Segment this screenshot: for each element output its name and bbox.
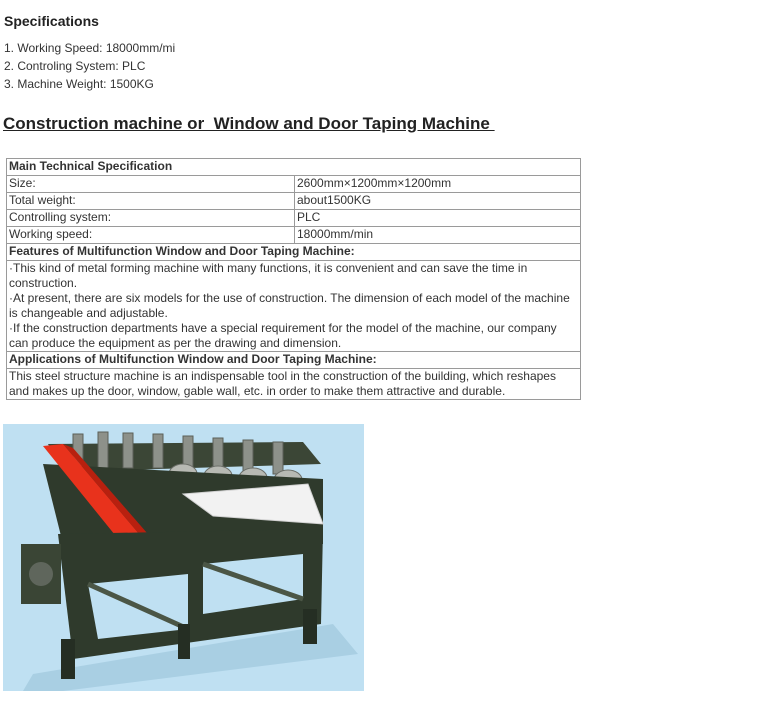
product-title: Construction machine or Window and Door Taping Machine bbox=[3, 114, 495, 133]
row-label-working-speed: Working speed: bbox=[7, 227, 295, 244]
feature-item: ·At present, there are six models for the use of construction. The dimension of each model of the machine is changeable and adjustable. bbox=[9, 291, 570, 320]
machine-photo bbox=[3, 424, 364, 691]
specifications-heading: Specifications bbox=[4, 13, 99, 29]
row-value-size: 2600mm×1200mm×1200mm bbox=[295, 176, 581, 193]
applications-heading: Applications of Multifunction Window and Door Taping Machine: bbox=[7, 352, 581, 369]
feature-item: ·This kind of metal forming machine with many functions, it is convenient and can save the time in construction. bbox=[9, 261, 528, 290]
table-row bbox=[7, 176, 581, 193]
technical-specification-table bbox=[6, 158, 581, 400]
table-row bbox=[7, 210, 581, 227]
row-label-controlling-system: Controlling system: bbox=[7, 210, 295, 227]
row-label-total-weight: Total weight: bbox=[7, 193, 295, 210]
features-content bbox=[7, 261, 581, 352]
features-heading: Features of Multifunction Window and Door Taping Machine: bbox=[7, 244, 581, 261]
specifications-list bbox=[4, 39, 175, 93]
spec-item-control-system: 2. Controling System: PLC bbox=[4, 59, 146, 73]
row-label-size: Size: bbox=[7, 176, 295, 193]
main-spec-heading: Main Technical Specification bbox=[7, 159, 581, 176]
row-value-controlling-system: PLC bbox=[295, 210, 581, 227]
row-value-total-weight: about1500KG bbox=[295, 193, 581, 210]
table-row bbox=[7, 193, 581, 210]
spec-item-working-speed: 1. Working Speed: 18000mm/mi bbox=[4, 41, 176, 55]
table-row bbox=[7, 227, 581, 244]
applications-text: This steel structure machine is an indispensable tool in the construction of the building, which reshapes and makes up the door, window, gable wall, etc. in order to make them attractive and durable. bbox=[7, 369, 581, 400]
feature-item: ·If the construction departments have a special requirement for the model of the machine, our company can produce the equipment as per the drawing and dimension. bbox=[9, 321, 557, 350]
spec-item-machine-weight: 3. Machine Weight: 1500KG bbox=[4, 77, 154, 91]
taping-machine-illustration bbox=[3, 424, 364, 691]
row-value-working-speed: 18000mm/min bbox=[295, 227, 581, 244]
